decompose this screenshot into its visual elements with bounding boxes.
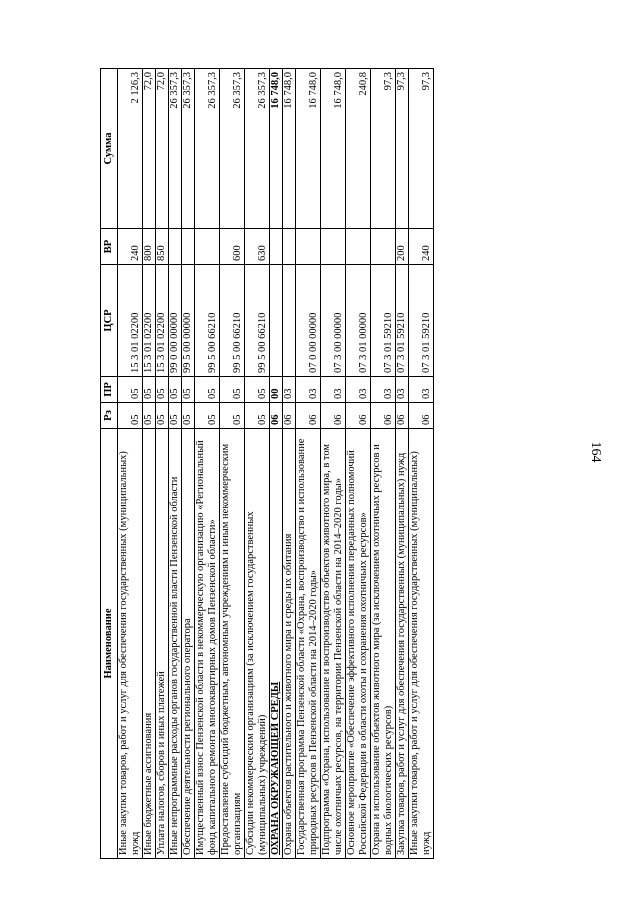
budget-table <box>100 68 434 859</box>
cell-csr: 99 5 00 66210 <box>245 265 270 377</box>
cell-vr <box>270 229 283 265</box>
cell-sum: 72,0 <box>143 69 156 229</box>
cell-pr: 03 <box>371 377 396 403</box>
cell-vr <box>346 229 371 265</box>
cell-name: Закупка товаров, работ и услуг для обеспечения государственных (муниципальных) нужд <box>396 429 409 859</box>
table-row <box>245 69 270 859</box>
cell-csr: 07 0 00 00000 <box>296 265 321 377</box>
cell-name: Подпрограмма «Охрана, использование и воспроизводство объектов животного мира, в том числе охотничьих ресурсов, на территории Пензенской области на 2014–2020 годы» <box>321 429 346 859</box>
table-row <box>283 69 296 859</box>
cell-name: Иные закупки товаров, работ и услуг для обеспечения государственных (муниципальных) нужд <box>118 429 143 859</box>
cell-rz: 05 <box>245 403 270 429</box>
cell-sum: 26 357,3 <box>245 69 270 229</box>
cell-rz: 05 <box>220 403 245 429</box>
cell-vr <box>195 229 220 265</box>
cell-name: Иные непрограммные расходы органов государственной власти Пензенской области <box>169 429 182 859</box>
table-row <box>409 69 434 859</box>
header-csr: ЦСР <box>101 265 118 377</box>
cell-sum: 97,3 <box>396 69 409 229</box>
table-row <box>118 69 143 859</box>
header-vr: ВР <box>101 229 118 265</box>
cell-vr <box>296 229 321 265</box>
cell-vr: 800 <box>143 229 156 265</box>
page-number: 164 <box>588 441 603 463</box>
cell-vr <box>169 229 182 265</box>
table-row <box>156 69 169 859</box>
cell-sum: 240,8 <box>346 69 371 229</box>
cell-vr: 240 <box>118 229 143 265</box>
table-row <box>296 69 321 859</box>
cell-pr: 05 <box>169 377 182 403</box>
cell-name: Основное мероприятие «Обеспечение эффективного исполнения переданных полномочий Российской Федерации в области охоты и сохранения охотничьих ресурсов» <box>346 429 371 859</box>
cell-sum: 26 357,3 <box>220 69 245 229</box>
table-row <box>143 69 156 859</box>
cell-name: Иные бюджетные ассигнования <box>143 429 156 859</box>
cell-pr: 05 <box>195 377 220 403</box>
cell-csr: 99 5 00 66210 <box>195 265 220 377</box>
cell-sum: 97,3 <box>409 69 434 229</box>
cell-pr: 05 <box>245 377 270 403</box>
table-row <box>182 69 195 859</box>
cell-rz: 05 <box>169 403 182 429</box>
cell-vr <box>283 229 296 265</box>
cell-rz: 06 <box>396 403 409 429</box>
cell-rz: 05 <box>182 403 195 429</box>
cell-pr: 00 <box>270 377 283 403</box>
cell-sum: 2 126,3 <box>118 69 143 229</box>
header-name: Наименование <box>101 429 118 859</box>
cell-rz: 05 <box>143 403 156 429</box>
cell-sum: 16 748,0 <box>270 69 283 229</box>
cell-vr: 200 <box>396 229 409 265</box>
cell-pr: 05 <box>220 377 245 403</box>
cell-csr: 07 3 01 59210 <box>396 265 409 377</box>
cell-rz: 06 <box>296 403 321 429</box>
cell-name: Предоставление субсидий бюджетным, автономным учреждениям и иным некоммерческим организациям <box>220 429 245 859</box>
cell-name: Иные закупки товаров, работ и услуг для обеспечения государственных (муниципальных) нужд <box>409 429 434 859</box>
cell-pr: 05 <box>118 377 143 403</box>
cell-csr: 07 3 01 59210 <box>409 265 434 377</box>
cell-sum: 72,0 <box>156 69 169 229</box>
table-row <box>396 69 409 859</box>
cell-name: Обеспечение деятельности регионального оператора <box>182 429 195 859</box>
cell-csr: 15 3 01 02200 <box>143 265 156 377</box>
cell-csr <box>270 265 283 377</box>
cell-name: Охрана и использование объектов животного мира (за исключением охотничьих ресурсов и водных биологических ресурсов) <box>371 429 396 859</box>
cell-rz: 06 <box>371 403 396 429</box>
cell-rz: 06 <box>283 403 296 429</box>
cell-pr: 03 <box>396 377 409 403</box>
cell-vr <box>182 229 195 265</box>
cell-csr: 07 3 01 59210 <box>371 265 396 377</box>
cell-vr: 850 <box>156 229 169 265</box>
cell-rz: 06 <box>346 403 371 429</box>
cell-csr <box>283 265 296 377</box>
table-body <box>118 69 434 859</box>
header-pr: ПР <box>101 377 118 403</box>
table-header-row <box>101 69 118 859</box>
cell-rz: 05 <box>118 403 143 429</box>
cell-name: Охрана объектов растительного и животного мира и среды их обитания <box>283 429 296 859</box>
table-row <box>220 69 245 859</box>
table-row <box>169 69 182 859</box>
cell-rz: 05 <box>156 403 169 429</box>
table-row <box>270 69 283 859</box>
cell-vr: 240 <box>409 229 434 265</box>
cell-vr: 630 <box>245 229 270 265</box>
cell-pr: 03 <box>409 377 434 403</box>
cell-sum: 16 748,0 <box>283 69 296 229</box>
cell-sum: 97,3 <box>371 69 396 229</box>
table-row <box>346 69 371 859</box>
cell-rz: 06 <box>270 403 283 429</box>
cell-pr: 03 <box>296 377 321 403</box>
table-row <box>321 69 346 859</box>
header-sum: Сумма <box>101 69 118 229</box>
cell-rz: 06 <box>409 403 434 429</box>
cell-sum: 26 357,3 <box>169 69 182 229</box>
cell-name: Имущественный взнос Пензенской области в некоммерческую организацию «Региональный фонд капитального ремонта многоквартирных домов Пензенской области» <box>195 429 220 859</box>
cell-pr: 03 <box>321 377 346 403</box>
cell-csr: 15 3 01 02200 <box>156 265 169 377</box>
cell-pr: 05 <box>182 377 195 403</box>
cell-name: ОХРАНА ОКРУЖАЮЩЕЙ СРЕДЫ <box>270 429 283 859</box>
cell-name: Государственная программа Пензенской области «Охрана, воспроизводство и использование природных ресурсов в Пензенской области на 2014–2020 годы» <box>296 429 321 859</box>
cell-csr: 99 0 00 00000 <box>169 265 182 377</box>
cell-sum: 26 357,3 <box>195 69 220 229</box>
cell-pr: 05 <box>143 377 156 403</box>
cell-name: Уплата налогов, сборов и иных платежей <box>156 429 169 859</box>
cell-sum: 26 357,3 <box>182 69 195 229</box>
cell-pr: 03 <box>346 377 371 403</box>
cell-csr: 99 5 00 66210 <box>220 265 245 377</box>
cell-csr: 15 3 01 02200 <box>118 265 143 377</box>
cell-pr: 03 <box>283 377 296 403</box>
cell-rz: 06 <box>321 403 346 429</box>
cell-vr: 600 <box>220 229 245 265</box>
header-rz: Рз <box>101 403 118 429</box>
cell-pr: 05 <box>156 377 169 403</box>
cell-csr: 07 3 00 00000 <box>321 265 346 377</box>
table-row <box>195 69 220 859</box>
cell-csr: 07 3 01 00000 <box>346 265 371 377</box>
cell-csr: 99 5 00 00000 <box>182 265 195 377</box>
table-row <box>371 69 396 859</box>
cell-vr <box>371 229 396 265</box>
cell-vr <box>321 229 346 265</box>
rotated-budget-table-container <box>100 69 560 859</box>
cell-sum: 16 748,0 <box>321 69 346 229</box>
cell-sum: 16 748,0 <box>296 69 321 229</box>
cell-rz: 05 <box>195 403 220 429</box>
cell-name: Субсидии некоммерческим организациям (за исключением государственных (муниципальных) учреждений) <box>245 429 270 859</box>
